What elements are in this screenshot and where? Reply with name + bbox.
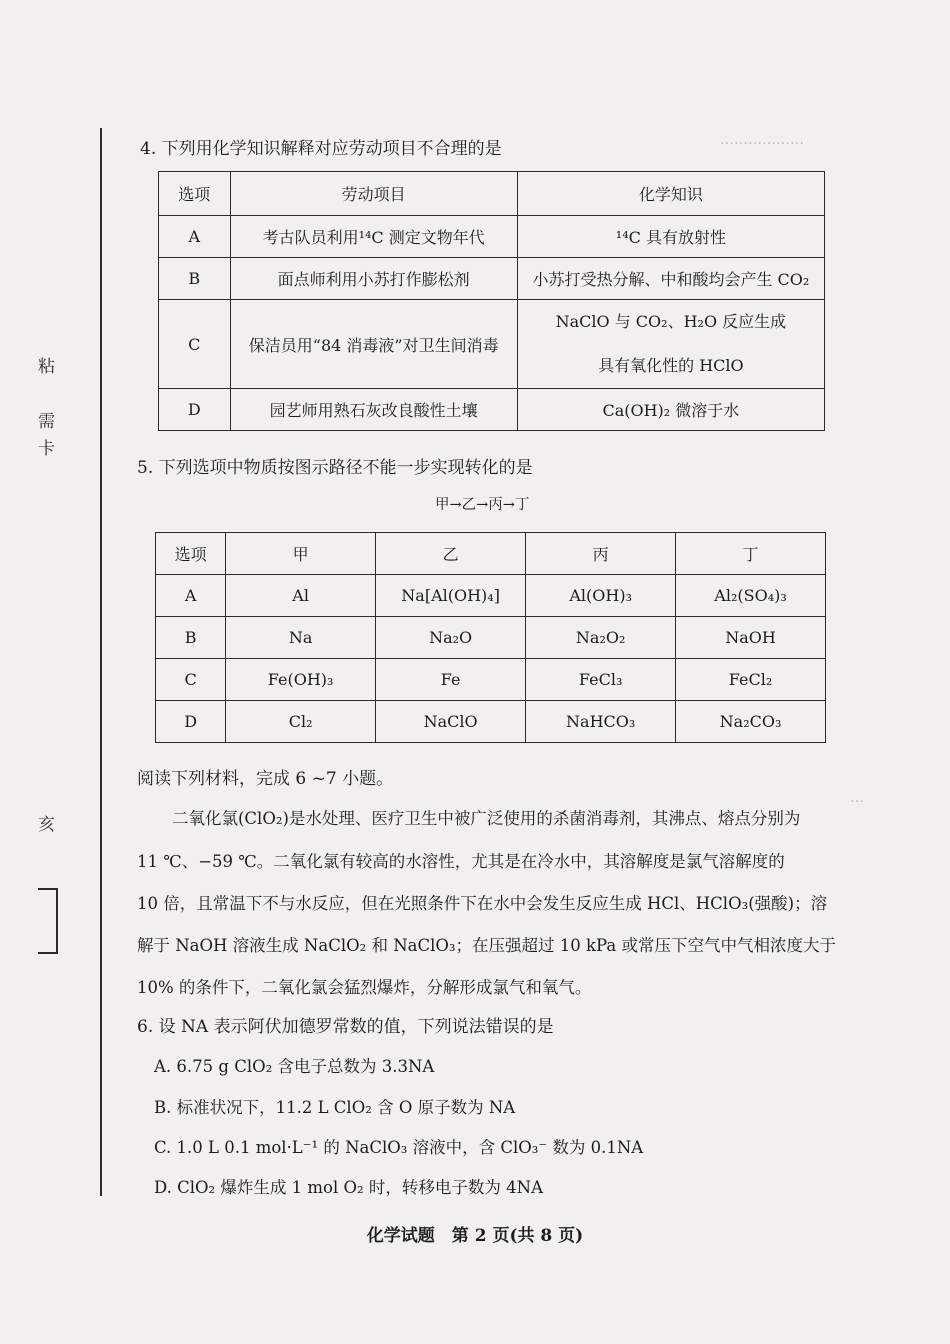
- substance-cell: Fe: [376, 659, 526, 701]
- material-line: 解于 NaOH 溶液生成 NaClO₂ 和 NaClO₃；在压强超过 10 kPa 或常压下空气中气相浓度大于: [137, 936, 836, 955]
- exam-page: 粘 需 卡 亥 ……………… … 4. 下列用化学知识解释对应劳动项目不合理的是 选项 劳动项目 化学知识 A 考古队员利用¹⁴C 测定文物年代 ¹⁴C 具有放射性 B 面点师利用小苏打作膨松剂 小苏打受热分解、中和酸均会产生 CO₂ C 保洁员用“84 消毒液”对卫生间消毒 NaClO 与 CO₂、H₂O 反应生成 具有氧化性的 HClO D 园艺师用熟石灰改良酸性土壤 Ca(OH)₂ 微溶于水 5. 下列选项中物质按图示路径不能一步实现转化的是 甲→乙→丙→丁 选项 甲 乙 丙 丁 A Al Na[Al(OH)₄] Al(OH)₃ Al₂(SO₄)₃ B Na Na₂O Na₂O₂ NaOH C Fe(OH)₃ Fe FeCl₃ FeCl₂ D Cl₂ NaClO NaHCO₃ Na₂CO₃ 阅读下列材料，完成 6 ~7 小题。 二氧化氯(ClO₂)是水处理、医疗卫生中被广泛使用的杀菌消毒剂，其沸点、熔点分别为 11 ℃、−59 ℃。二氧化氯有较高的水溶性，尤其是在冷水中，其溶解度是氯气溶解度的 10 倍，且常温下不与水反应，但在光照条件下在水中会发生反应生成 HCl、HClO₃(强酸)；溶 解于 NaOH 溶液生成 NaClO₂ 和 NaClO₃；在压强超过 10 kPa 或常压下空气中气相浓度大于 10% 的条件下，二氧化氯会猛烈爆炸，分解形成氯气和氧气。 6. 设 NA 表示阿伏加德罗常数的值，下列说法错误的是 A. 6.75 g ClO₂ 含电子总数为 3.3NA B. 标准状况下，11.2 L ClO₂ 含 O 原子数为 NA C. 1.0 L 0.1 mol·L⁻¹ 的 NaClO₃ 溶液中，含 ClO₃⁻ 数为 0.1NA D. ClO₂ 爆炸生成 1 mol O₂ 时，转移电子数为 4NA 化学试题 第 2 页(共 8 页): [0, 0, 950, 1344]
- conversion-path: 甲→乙→丙→丁: [435, 497, 530, 513]
- substance-cell: FeCl₂: [676, 659, 826, 701]
- option-cell: D: [159, 389, 231, 431]
- option-cell: B: [159, 258, 231, 300]
- knowledge-cell: 小苏打受热分解、中和酸均会产生 CO₂: [517, 258, 824, 300]
- table-row: [156, 617, 826, 659]
- option-cell: A: [159, 216, 231, 258]
- q6-option-d: D. ClO₂ 爆炸生成 1 mol O₂ 时，转移电子数为 4NA: [154, 1178, 543, 1197]
- q4-table: [158, 171, 825, 431]
- substance-cell: Fe(OH)₃: [226, 659, 376, 701]
- table-row: [159, 258, 825, 300]
- knowledge-cell: Ca(OH)₂ 微溶于水: [517, 389, 824, 431]
- substance-cell: Cl₂: [226, 701, 376, 743]
- q4-stem: 4. 下列用化学知识解释对应劳动项目不合理的是: [140, 139, 502, 159]
- q6-option-b: B. 标准状况下，11.2 L ClO₂ 含 O 原子数为 NA: [154, 1098, 516, 1117]
- knowledge-line: NaClO 与 CO₂、H₂O 反应生成: [555, 312, 787, 331]
- knowledge-cell: ¹⁴C 具有放射性: [517, 216, 824, 258]
- margin-char: 粘: [38, 357, 55, 377]
- option-cell: D: [156, 701, 226, 743]
- substance-cell: Al₂(SO₄)₃: [676, 575, 826, 617]
- table-header-row: [159, 172, 825, 216]
- substance-cell: Na[Al(OH)₄]: [376, 575, 526, 617]
- table-row: [156, 575, 826, 617]
- substance-cell: Al(OH)₃: [526, 575, 676, 617]
- margin-char: 亥: [38, 815, 55, 835]
- q6-option-c: C. 1.0 L 0.1 mol·L⁻¹ 的 NaClO₃ 溶液中，含 ClO₃⁻ 数为 0.1NA: [154, 1138, 644, 1157]
- material-line: 二氧化氯(ClO₂)是水处理、医疗卫生中被广泛使用的杀菌消毒剂，其沸点、熔点分别为: [172, 809, 801, 828]
- margin-char: 卡: [38, 439, 55, 459]
- table-row: [159, 300, 825, 389]
- table-header-row: [156, 533, 826, 575]
- knowledge-cell: [517, 300, 824, 389]
- task-cell: 考古队员利用¹⁴C 测定文物年代: [230, 216, 517, 258]
- substance-cell: Al: [226, 575, 376, 617]
- substance-cell: Na₂O₂: [526, 617, 676, 659]
- substance-cell: Na: [226, 617, 376, 659]
- option-cell: C: [156, 659, 226, 701]
- page-footer: 化学试题 第 2 页(共 8 页): [366, 1226, 584, 1246]
- header-cell: 乙: [376, 533, 526, 575]
- table-row: [159, 389, 825, 431]
- header-cell: 丙: [526, 533, 676, 575]
- header-cell: 选项: [159, 172, 231, 216]
- q6-stem: 6. 设 NA 表示阿伏加德罗常数的值，下列说法错误的是: [137, 1017, 554, 1037]
- header-cell: 丁: [676, 533, 826, 575]
- substance-cell: Na₂O: [376, 617, 526, 659]
- knowledge-line: 具有氧化性的 HClO: [598, 356, 744, 375]
- substance-cell: NaClO: [376, 701, 526, 743]
- substance-cell: NaOH: [676, 617, 826, 659]
- q6-option-a: A. 6.75 g ClO₂ 含电子总数为 3.3NA: [154, 1057, 435, 1076]
- header-cell: 劳动项目: [230, 172, 517, 216]
- option-cell: A: [156, 575, 226, 617]
- table-row: [159, 216, 825, 258]
- substance-cell: FeCl₃: [526, 659, 676, 701]
- header-cell: 化学知识: [517, 172, 824, 216]
- q5-stem: 5. 下列选项中物质按图示路径不能一步实现转化的是: [137, 458, 533, 478]
- task-cell: 面点师利用小苏打作膨松剂: [230, 258, 517, 300]
- table-row: [156, 659, 826, 701]
- task-cell: 保洁员用“84 消毒液”对卫生间消毒: [230, 300, 517, 389]
- table-row: [156, 701, 826, 743]
- material-line: 10% 的条件下，二氧化氯会猛烈爆炸，分解形成氯气和氧气。: [137, 978, 592, 997]
- substance-cell: NaHCO₃: [526, 701, 676, 743]
- option-cell: B: [156, 617, 226, 659]
- material-line: 11 ℃、−59 ℃。二氧化氯有较高的水溶性，尤其是在冷水中，其溶解度是氯气溶解度的: [137, 852, 785, 871]
- margin-char: 需: [38, 412, 55, 432]
- material-intro: 阅读下列材料，完成 6 ~7 小题。: [137, 769, 394, 789]
- header-cell: 选项: [156, 533, 226, 575]
- margin-bracket: [38, 888, 58, 954]
- header-cell: 甲: [226, 533, 376, 575]
- q5-table: [155, 532, 826, 743]
- task-cell: 园艺师用熟石灰改良酸性土壤: [230, 389, 517, 431]
- material-line: 10 倍，且常温下不与水反应，但在光照条件下在水中会发生反应生成 HCl、HClO₃(强酸)；溶: [137, 894, 828, 913]
- substance-cell: Na₂CO₃: [676, 701, 826, 743]
- option-cell: C: [159, 300, 231, 389]
- binding-line: [100, 128, 102, 1196]
